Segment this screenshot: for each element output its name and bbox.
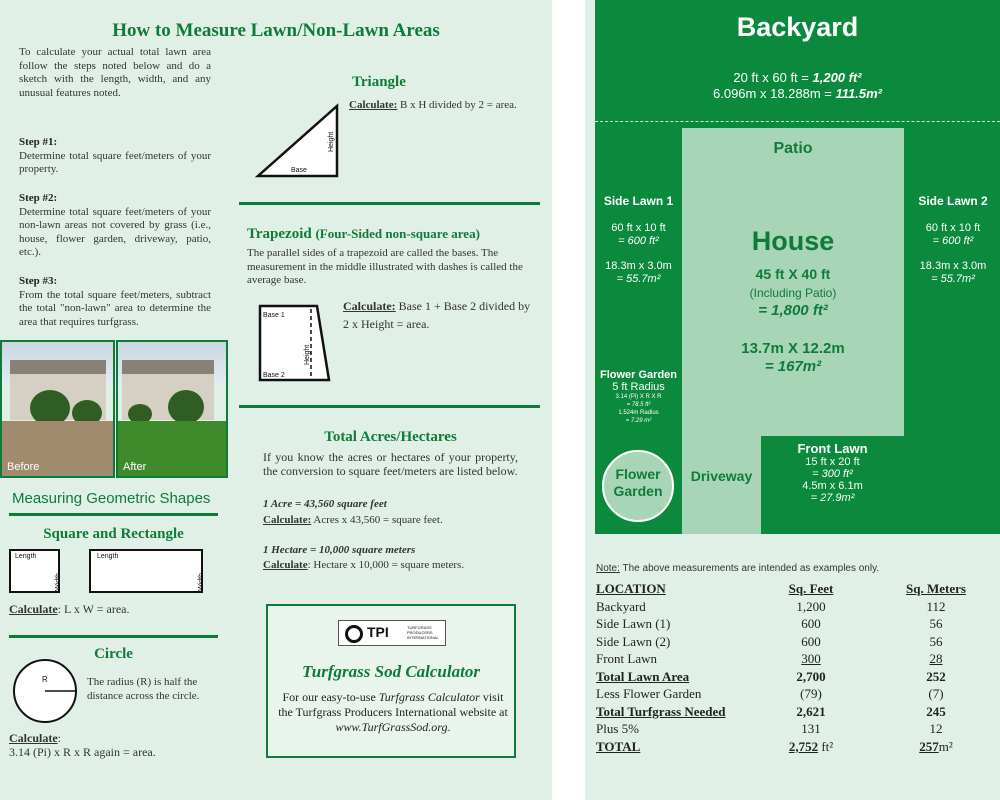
flower-calc-4: = 7.29 m² (625, 418, 652, 424)
trapezoid-title (247, 226, 480, 243)
house-m-area: = 167m² (764, 358, 822, 375)
hectare-calc (263, 559, 464, 573)
house-m: 13.7m X 12.2m (741, 340, 845, 357)
triangle-base-label: Base (291, 167, 307, 174)
step-3-text: From the total square feet/meters, subtract the total "non-lawn" area to determine the area that requires turfgrass. (19, 288, 211, 328)
flower-calc-2: = 78.5 ft² (626, 402, 651, 408)
side-lawn-1-ft: 60 ft x 10 ft (611, 222, 666, 234)
flower-circle-label-1: Flower (615, 466, 661, 482)
house-ft-area: = 1,800 ft² (758, 302, 828, 319)
house-note: (Including Patio) (749, 286, 837, 300)
side-lawn-1-name: Side Lawn 1 (603, 194, 674, 208)
row-sq-meters: 28 (929, 651, 943, 666)
triangle-calc (349, 99, 529, 113)
row-location: Side Lawn (2) (596, 633, 671, 649)
trapezoid-title-extra: (Four-Sided non-square area) (315, 226, 480, 241)
circle-calc (9, 732, 156, 759)
row-location: Backyard (596, 598, 646, 614)
row-sq-meters-unit: m² (938, 738, 953, 754)
backyard-title: Backyard (736, 12, 859, 42)
circle-calc-colon: : (57, 731, 61, 745)
tpi-logo (338, 620, 446, 646)
table-row (596, 704, 986, 722)
circle-diagram (12, 658, 78, 724)
tpi-title: Turfgrass Sod Calculator (302, 662, 480, 681)
before-photo (0, 340, 115, 478)
step-1 (19, 136, 211, 177)
step-3-head: Step #3: (19, 275, 58, 287)
acre-calc (263, 514, 443, 528)
row-sq-meters: (7) (928, 686, 944, 701)
triangle-diagram (255, 102, 341, 180)
hectare-line: 1 Hectare = 10,000 square meters (263, 544, 416, 556)
acre-calc-label: Calculate: (263, 514, 312, 526)
side-lawn-2 (906, 195, 1000, 286)
table-row (596, 669, 986, 687)
rect-length-label: Length (97, 553, 119, 560)
after-caption: After (123, 461, 147, 473)
circle-text: The radius (R) is half the distance across the circle. (87, 676, 200, 702)
row-sq-meters: 112 (926, 598, 946, 614)
hectare-calc-label: Calculate (263, 559, 308, 571)
side-lawn-1-m-area: = 55.7m² (616, 273, 661, 285)
trapezoid-calc-text: Base 1 + Base 2 divided by 2 x Height = area. (343, 299, 531, 331)
row-sq-meters: 245 (926, 703, 946, 719)
flower-garden-radius: 5 ft Radius (612, 381, 665, 393)
acre-calc-text: Acres x 43,560 = square feet. (311, 514, 443, 526)
after-photo (116, 340, 228, 478)
row-sq-feet-unit: ft² (818, 738, 834, 754)
before-caption: Before (7, 461, 40, 473)
tpi-url-link[interactable]: www.TurfGrassSod.org (335, 720, 448, 734)
square-length-label: Length (15, 553, 37, 560)
row-sq-feet: 2,621 (796, 703, 826, 719)
step-3 (19, 275, 211, 329)
row-sq-feet: 600 (801, 616, 821, 631)
side-lawn-1-ft-area: = 600 ft² (618, 235, 659, 247)
trapezoid-calc-label: Calculate: (343, 299, 396, 313)
step-1-head: Step #1: (19, 136, 58, 148)
side-lawn-2-m: 18.3m x 3.0m (919, 260, 987, 272)
square-calc-text: : L x W = area. (57, 602, 130, 616)
header-sq-feet: Sq. Feet (788, 581, 834, 596)
row-location: Plus 5% (596, 721, 639, 736)
row-sq-meters: 12 (929, 721, 943, 736)
acres-title: Total Acres/Hectares (324, 429, 457, 445)
row-location: Front Lawn (596, 651, 658, 666)
row-sq-feet: 300 (801, 651, 821, 666)
square-calc-label: Calculate (9, 602, 58, 616)
side-lawn-1-m: 18.3m x 3.0m (605, 260, 672, 272)
square-rect-title: Square and Rectangle (43, 526, 184, 542)
row-location: Total Turfgrass Needed (596, 703, 726, 719)
step-2-text: Determine total square feet/meters of your non-lawn areas not covered by grass (i.e., house, flower garden, driveway, patio, etc.). (19, 205, 211, 258)
row-location: Total Lawn Area (596, 668, 690, 684)
property-line (595, 121, 1000, 122)
circle-formula: 3.14 (Pi) x R x R again = area. (9, 744, 156, 759)
step-1-text: Determine total square feet/meters of your property. (19, 149, 211, 175)
backyard-dimensions: 20 ft x 60 ft = 1,200 ft² 6.096m x 18.288m = 111.5m² (713, 70, 882, 101)
triangle-title: Triangle (352, 74, 406, 90)
front-lawn-ft: 15 ft x 20 ft (805, 456, 860, 468)
tpi-logo-small: TURFGRASS PRODUCERS INTERNATIONAL (407, 625, 439, 640)
tpi-calculator-box (266, 604, 516, 758)
divider (239, 202, 540, 205)
page-title: How to Measure Lawn/Non-Lawn Areas (112, 20, 440, 41)
row-sq-feet: 2,700 (796, 668, 826, 684)
table-row (596, 739, 986, 757)
triangle-calc-text: B x H divided by 2 = area. (397, 99, 517, 111)
triangle-height-label: Height (328, 131, 335, 152)
table-header (596, 581, 986, 599)
square-diagram (9, 549, 60, 593)
row-sq-meters: 252 (926, 668, 946, 684)
table-row (596, 616, 986, 634)
flower-garden-name: Flower Garden (599, 369, 678, 381)
circle-title: Circle (94, 646, 133, 662)
row-sq-feet: 1,200 (796, 598, 826, 614)
row-sq-feet: 600 (801, 633, 821, 649)
table-row (596, 651, 986, 669)
divider (9, 635, 218, 638)
rectangle-diagram (89, 549, 203, 593)
square-width-label: Width (55, 573, 62, 591)
table-row (596, 599, 986, 617)
backyard-map (595, 0, 1000, 534)
trapezoid-base1-label: Base 1 (263, 312, 285, 319)
tpi-logo-word: TPI (367, 624, 389, 640)
acres-text: If you know the acres or hectares of your property, the conversion to square feet/meters are listed below. (263, 450, 518, 478)
flower-calc-1: 3.14 (Pi) X R X R (615, 394, 662, 400)
house-title: House (751, 226, 835, 256)
flower-circle-label-2: Garden (613, 483, 663, 499)
divider (239, 405, 540, 408)
row-location: Less Flower Garden (596, 686, 702, 701)
flower-garden-info (595, 369, 682, 425)
row-location: Side Lawn (1) (596, 616, 671, 631)
flower-garden-circle (602, 450, 674, 522)
front-lawn-name: Front Lawn (797, 441, 868, 456)
trapezoid-text: The parallel sides of a trapezoid are called the bases. The measurement in the middle illustrated with dashes is called the average base. (247, 247, 523, 286)
front-lawn (761, 436, 904, 534)
row-location: TOTAL (596, 738, 641, 754)
trapezoid-base2-label: Base 2 (263, 372, 285, 379)
front-lawn-m: 4.5m x 6.1m (802, 480, 863, 492)
row-sq-meters: 257 (919, 738, 939, 754)
measurements-table (596, 581, 986, 756)
driveway-area: Driveway (682, 436, 761, 534)
house-ft: 45 ft X 40 ft (755, 266, 831, 282)
house-area (682, 174, 904, 436)
row-sq-meters: 56 (929, 633, 943, 649)
row-sq-meters: 56 (929, 616, 943, 631)
table-row (596, 721, 986, 739)
tpi-text: For our easy-to-use Turfgrass Calculator visit the Turfgrass Producers International website at www.TurfGrassSod.org. (278, 690, 508, 734)
note: Note: The above measurements are intended as examples only. (596, 563, 880, 574)
circle-calc-label: Calculate (9, 731, 58, 745)
trapezoid-calc (343, 297, 535, 333)
side-lawn-2-ft: 60 ft x 10 ft (925, 222, 981, 234)
step-2-head: Step #2: (19, 192, 58, 204)
header-location: LOCATION (596, 581, 666, 596)
header-sq-meters: Sq. Meters (906, 581, 966, 596)
side-lawn-2-name: Side Lawn 2 (918, 194, 988, 208)
flower-calc-3: 1.524m Radius (618, 410, 659, 416)
tpi-logo-mark-icon (345, 625, 363, 643)
step-2 (19, 192, 211, 260)
front-lawn-m-area: = 27.9m² (810, 492, 855, 504)
front-lawn-ft-area: = 300 ft² (812, 468, 853, 480)
trapezoid-height-label: Height (304, 344, 311, 365)
rect-width-label: Width (198, 573, 205, 591)
row-sq-feet: (79) (800, 686, 822, 701)
divider (9, 513, 218, 516)
trapezoid-diagram (257, 303, 333, 383)
table-row (596, 686, 986, 704)
triangle-calc-label: Calculate: (349, 99, 398, 111)
side-lawn-1 (595, 195, 682, 286)
intro-text: To calculate your actual total lawn area follow the steps noted below and do a sketch with the length, width, and any unusual features noted. (19, 46, 211, 99)
square-calc (9, 603, 130, 617)
circle-r-label: R (42, 675, 48, 684)
row-sq-feet: 2,752 (788, 738, 819, 754)
acre-line: 1 Acre = 43,560 square feet (263, 498, 387, 510)
trapezoid-title-main: Trapezoid (247, 226, 312, 242)
side-lawn-2-ft-area: = 600 ft² (932, 235, 974, 247)
hectare-calc-text: : Hectare x 10,000 = square meters. (307, 559, 465, 571)
patio-area: Patio (682, 128, 904, 174)
table-row (596, 634, 986, 652)
row-sq-feet: 131 (801, 721, 821, 736)
side-lawn-2-m-area: = 55.7m² (931, 273, 975, 285)
geometric-shapes-title: Measuring Geometric Shapes (12, 490, 211, 507)
